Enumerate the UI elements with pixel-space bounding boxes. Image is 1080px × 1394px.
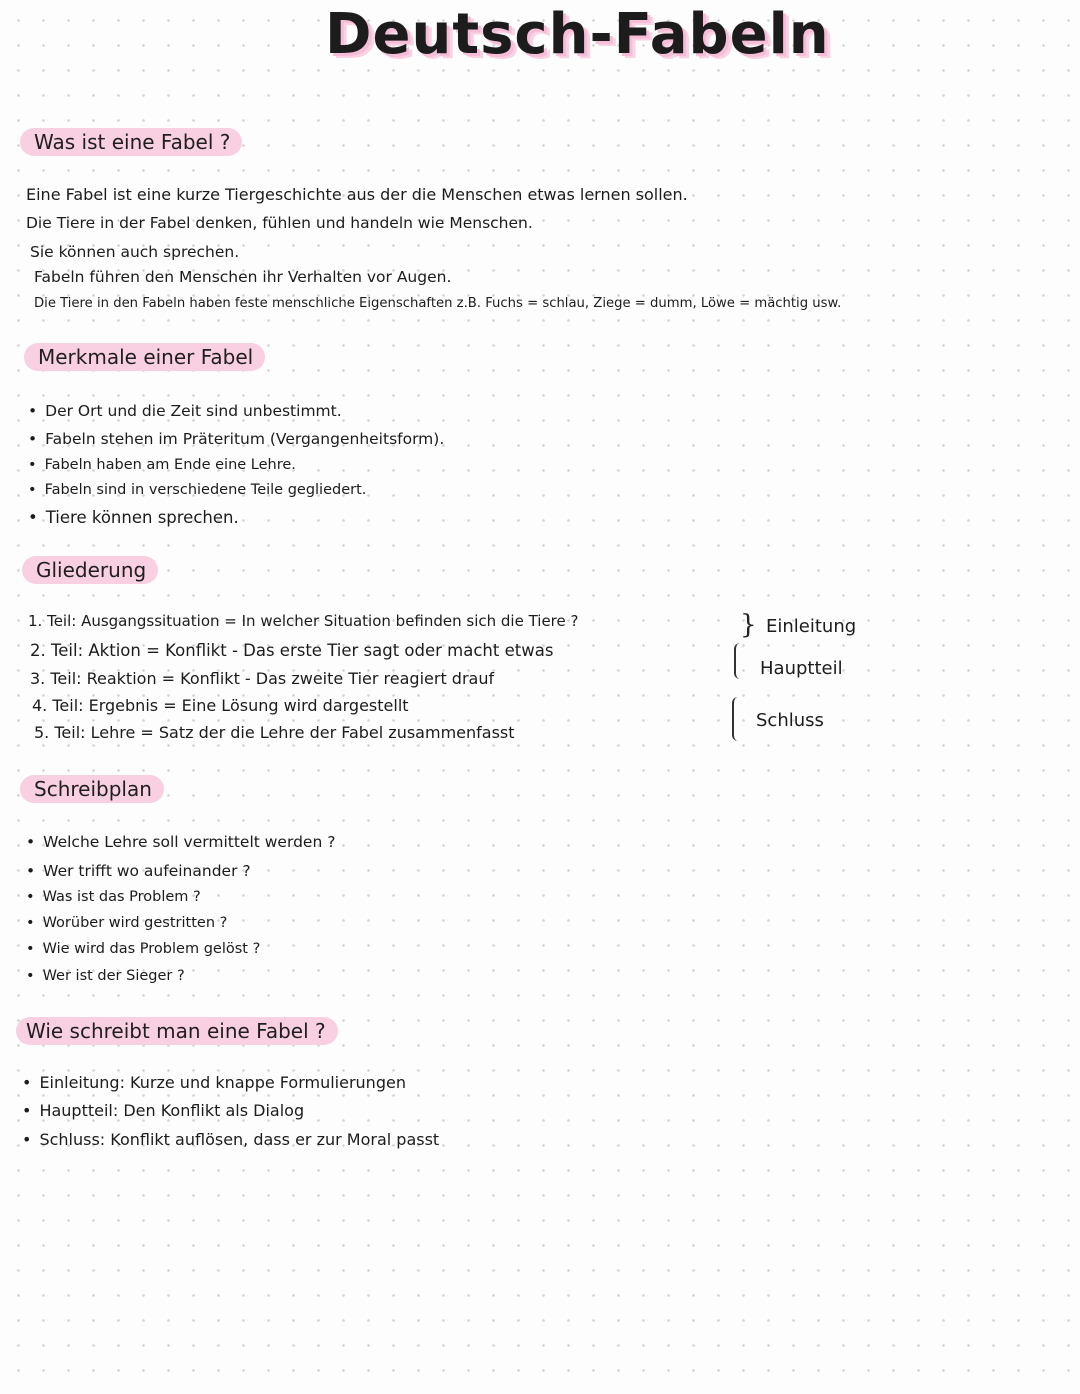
- gliederung-line: 5. Teil: Lehre = Satz der die Lehre der Fabel zusammenfasst: [34, 723, 515, 742]
- heading-schreibplan: Schreibplan: [20, 775, 164, 803]
- label-hauptteil: Hauptteil: [760, 658, 843, 679]
- gliederung-line: 1. Teil: Ausgangssituation = In welcher Situation befinden sich die Tiere ?: [28, 612, 579, 630]
- list-item: • Welche Lehre soll vermittelt werden ?: [26, 833, 335, 851]
- gliederung-line: 4. Teil: Ergebnis = Eine Lösung wird dargestellt: [32, 696, 409, 715]
- definition-line: Die Tiere in den Fabeln haben feste menschliche Eigenschaften z.B. Fuchs = schlau, Ziege = dumm, Löwe = mächtig usw.: [34, 296, 842, 311]
- curly-brace-icon: }: [740, 610, 757, 640]
- page-title: Deutsch-Fabeln: [325, 2, 830, 67]
- list-item: • Wer trifft wo aufeinander ?: [26, 862, 251, 880]
- label-schluss: Schluss: [756, 710, 824, 731]
- definition-line: Eine Fabel ist eine kurze Tiergeschichte aus der die Menschen etwas lernen sollen.: [26, 185, 688, 204]
- heading-gliederung: Gliederung: [22, 556, 158, 584]
- list-item: • Was ist das Problem ?: [26, 889, 201, 905]
- label-einleitung: Einleitung: [766, 616, 857, 637]
- list-item: • Einleitung: Kurze und knappe Formulierungen: [22, 1073, 406, 1092]
- definition-line: Fabeln führen den Menschen ihr Verhalten vor Augen.: [34, 268, 452, 286]
- heading-wie-schreibt-man: Wie schreibt man eine Fabel ?: [16, 1017, 338, 1045]
- definition-line: Sie können auch sprechen.: [30, 243, 240, 261]
- gliederung-line: 2. Teil: Aktion = Konflikt - Das erste Tier sagt oder macht etwas: [30, 641, 554, 660]
- list-item: • Wer ist der Sieger ?: [26, 968, 185, 984]
- list-item: • Hauptteil: Den Konflikt als Dialog: [22, 1101, 304, 1120]
- list-item: • Worüber wird gestritten ?: [26, 915, 227, 931]
- definition-line: Die Tiere in der Fabel denken, fühlen und handeln wie Menschen.: [26, 214, 533, 232]
- list-item: • Der Ort und die Zeit sind unbestimmt.: [28, 402, 342, 420]
- list-item: • Tiere können sprechen.: [28, 508, 239, 527]
- list-item: • Wie wird das Problem gelöst ?: [26, 941, 260, 957]
- wavy-brace-icon: [734, 643, 746, 679]
- list-item: • Fabeln sind in verschiedene Teile gegliedert.: [28, 482, 366, 498]
- list-item: • Schluss: Konflikt auflösen, dass er zur Moral passt: [22, 1130, 439, 1149]
- list-item: • Fabeln haben am Ende eine Lehre.: [28, 457, 296, 473]
- heading-merkmale: Merkmale einer Fabel: [24, 343, 265, 371]
- list-item: • Fabeln stehen im Präteritum (Vergangenheitsform).: [28, 430, 444, 448]
- heading-was-ist-eine-fabel: Was ist eine Fabel ?: [20, 128, 242, 156]
- wavy-brace-icon: [732, 697, 744, 741]
- gliederung-line: 3. Teil: Reaktion = Konflikt - Das zweite Tier reagiert drauf: [30, 669, 495, 688]
